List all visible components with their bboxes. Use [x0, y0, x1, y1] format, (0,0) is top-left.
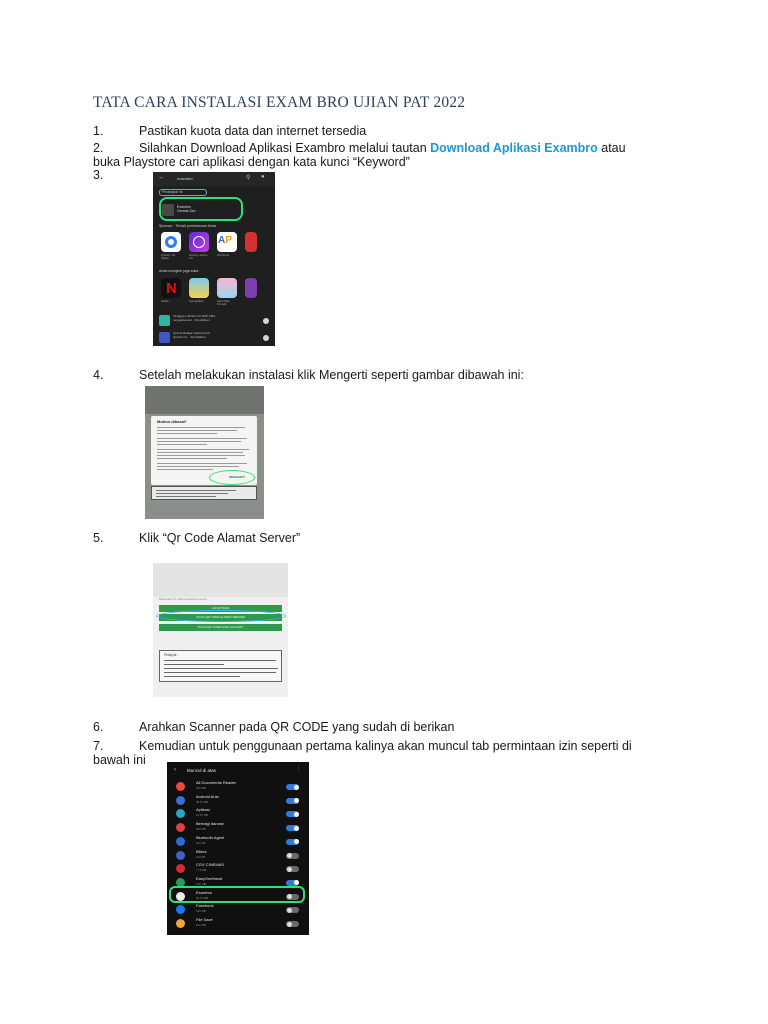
background-panel — [151, 486, 257, 500]
app-name: Facebook — [196, 903, 214, 909]
hello-kitty-app-icon — [217, 278, 237, 298]
app-name: CGV CINEMAS — [196, 862, 225, 868]
dialog-text-line — [157, 455, 245, 456]
step-number: 4. — [93, 368, 104, 382]
quizizz-app-icon — [161, 232, 181, 252]
list-app-meta: Quizlet Inc. · Pendidikan — [173, 334, 206, 339]
app-size: 107 KB — [196, 840, 206, 845]
permission-toggle[interactable] — [286, 866, 299, 872]
app-size: 220 MB — [196, 786, 206, 790]
list-app-1 — [173, 315, 259, 322]
dialog-text-line — [157, 452, 243, 453]
step-text: Kemudian untuk penggunaan pertama kalinya akan muncul tab permintaan izin seperti di — [139, 739, 632, 753]
dialog-text-line — [157, 441, 241, 442]
list-app-icon-1 — [159, 315, 170, 326]
aiz-prime-app-icon: AP — [217, 232, 237, 252]
dialog-text-line — [157, 430, 237, 431]
netflix-app-icon: N — [161, 278, 181, 298]
partial-app-icon-2 — [245, 278, 257, 298]
permission-toggle[interactable] — [286, 880, 299, 886]
permission-toggle[interactable] — [286, 811, 299, 817]
search-icon: ⚲ — [246, 175, 251, 181]
step-text: Klik “Qr Code Alamat Server” — [139, 531, 301, 545]
text-line — [156, 490, 236, 491]
permission-row[interactable] — [167, 821, 309, 835]
app-size: 2.87 MB — [196, 881, 207, 886]
note-line — [164, 676, 240, 677]
app-name: All Documents Reader — [196, 780, 237, 785]
app-name: Exambro — [177, 205, 192, 209]
app-size: 77.0 MB — [196, 868, 207, 873]
app-name: Bitera — [196, 848, 207, 854]
permission-row[interactable] — [167, 807, 309, 821]
text-line — [156, 493, 228, 494]
app-name: Berbagi darurat — [196, 821, 224, 827]
app-name: Aplikasi — [196, 807, 210, 813]
step-number: 2. — [93, 141, 104, 155]
back-arrow-icon: ← — [158, 174, 165, 181]
server-screenshot — [153, 563, 288, 697]
highlight-circle — [169, 886, 305, 903]
text-line — [156, 496, 216, 497]
step-number: 6. — [93, 720, 104, 734]
app-size: 132 KB — [196, 854, 206, 859]
dialog-text-line — [157, 427, 245, 428]
app-icon — [176, 809, 185, 818]
app-name: Android Auto — [196, 793, 219, 799]
step-text-after: atau — [597, 141, 626, 155]
dim-background — [145, 386, 264, 414]
permission-row[interactable] — [167, 835, 309, 849]
search-bar — [153, 172, 275, 186]
note-title: Petunjuk : — [164, 653, 179, 657]
list-app-2 — [173, 332, 259, 339]
note-line — [164, 668, 278, 669]
scan-qr-gallery-button[interactable]: SCAN QR CODE DARI GALLERY — [159, 624, 282, 631]
spongebob-app-icon — [189, 278, 209, 298]
permission-toggle[interactable] — [286, 798, 299, 804]
mic-icon: ● — [261, 174, 265, 180]
filter-chip: Perangkat ini — [159, 189, 207, 196]
permission-toggle[interactable] — [286, 839, 299, 845]
permission-row[interactable] — [167, 903, 309, 917]
sponsor-app-name-3: Aiz Prime — [217, 253, 229, 257]
sponsor-app-name-1: Quizizz: Ke Space — [161, 253, 176, 261]
permission-row[interactable] — [167, 849, 309, 863]
step-number: 1. — [93, 124, 104, 138]
list-app-name: Tanggap e-Broker ID SMP SMK — [173, 314, 216, 318]
dialog-text-line — [157, 433, 217, 434]
mengerti-button[interactable]: MENGERTI — [229, 475, 245, 479]
permission-row[interactable] — [167, 917, 309, 931]
playstore-screenshot — [153, 172, 275, 346]
note-line — [164, 660, 276, 661]
app-icon — [176, 919, 185, 928]
step-text: Silahkan Download Aplikasi Exambro melalui tautan — [139, 141, 431, 155]
header-image — [153, 563, 288, 597]
step-number: 7. — [93, 739, 104, 753]
back-arrow-icon: ‹ — [174, 767, 176, 773]
app-icon — [176, 905, 185, 914]
app-name: Exambro — [196, 889, 213, 895]
partial-app-icon — [245, 232, 257, 252]
highlight-oval — [156, 610, 286, 622]
app-size: 108 MB — [196, 827, 206, 832]
other-app-name-1: Netflix — [161, 299, 169, 303]
instructions-box — [159, 650, 282, 682]
section-sponsor: Sponsor · Terkait penelusuran Anda — [159, 224, 217, 228]
step-2-continuation: buka Playstore cari aplikasi dengan kata kunci “Keyword” — [93, 155, 410, 169]
highlight-circle — [159, 197, 243, 221]
app-size: 48.07 MB — [196, 799, 208, 804]
app-icon — [176, 796, 185, 805]
dialog-text-line — [157, 466, 239, 467]
dialog-screenshot — [145, 386, 264, 519]
permission-row[interactable] — [167, 794, 309, 808]
lanjutkan-button[interactable]: LANJUTKAN — [159, 605, 282, 612]
dialog-text-line — [157, 463, 247, 464]
step-text: Setelah melakukan instalasi klik Mengerti seperti gambar dibawah ini: — [139, 368, 524, 382]
step-4 — [93, 368, 683, 382]
step-1 — [93, 124, 683, 138]
step-7 — [93, 739, 683, 753]
section-other: Anda mungkin juga suka — [159, 269, 199, 273]
dialog-text-line — [157, 438, 247, 439]
permission-toggle[interactable] — [286, 784, 299, 790]
dialog-text-line — [157, 458, 227, 459]
scan-qr-server-button[interactable]: SCAN QR CODE ALAMAT SERVER — [159, 614, 282, 621]
app-icon — [176, 851, 185, 860]
dialog-text-line — [157, 444, 207, 445]
app-name: EasyOneHand — [196, 875, 223, 881]
app-icon — [176, 823, 185, 832]
download-exambro-link[interactable]: Download Aplikasi Exambro — [430, 141, 598, 155]
step-number: 5. — [93, 531, 104, 545]
step-2 — [93, 141, 683, 155]
app-size: 640 MB — [196, 909, 206, 914]
search-text: exambro — [177, 176, 193, 181]
dialog-text-line — [157, 469, 213, 470]
app-icon — [176, 782, 185, 791]
list-app-name: Quizlet Belajar Flashcard AI — [173, 331, 211, 335]
app-name: File Save — [196, 917, 213, 922]
highlight-circle — [209, 470, 255, 485]
app-name: Bluetooth Agent — [196, 834, 225, 840]
note-line — [164, 664, 224, 665]
permission-toggle[interactable] — [286, 907, 299, 913]
other-app-name-3: Hello Kitty Friends — [217, 299, 230, 307]
step-7-continuation: bawah ini — [93, 753, 146, 767]
arcanyx-app-icon — [189, 232, 209, 252]
ip-label: Masukkan IP address/alamat server — [159, 597, 207, 601]
permission-toggle[interactable] — [286, 921, 299, 927]
list-app-icon-2 — [159, 332, 170, 343]
sponsor-app-name-2: Arcanyx Anime Art — [189, 253, 208, 261]
dialog-title: Mohon dibaca!! — [157, 419, 187, 424]
step-number: 3. — [93, 168, 104, 182]
permission-screenshot — [167, 762, 309, 935]
permission-title: Muncul di atas — [187, 768, 217, 773]
step-text: Pastikan kuota data dan internet tersedia — [139, 124, 367, 138]
more-options-icon: ⋮ — [296, 767, 301, 773]
list-app-meta: ranggalsoeteri · Pendidikan — [173, 317, 210, 322]
permission-row[interactable] — [167, 862, 309, 876]
dialog-text-line — [157, 449, 249, 450]
list-app-download-icon — [263, 318, 269, 324]
app-size: 14.57 MB — [196, 813, 208, 818]
app-icon — [176, 864, 185, 873]
permission-toggle[interactable] — [286, 825, 299, 831]
app-icon — [176, 837, 185, 846]
list-app-download-icon — [263, 335, 269, 341]
step-5 — [93, 531, 683, 545]
app-size: 92.70 MB — [196, 895, 208, 900]
document-title: TATA CARA INSTALASI EXAM BRO UJIAN PAT 2022 — [93, 94, 466, 111]
app-developer: Cerana Dev — [177, 209, 196, 213]
app-size: 162 MB — [196, 923, 206, 927]
permission-row[interactable] — [167, 780, 309, 794]
step-6 — [93, 720, 683, 734]
other-app-name-2: SpongeBob — [189, 299, 204, 303]
permission-toggle[interactable] — [286, 853, 299, 859]
note-line — [164, 672, 276, 673]
step-text: Arahkan Scanner pada QR CODE yang sudah di berikan — [139, 720, 455, 734]
permission-header — [167, 762, 309, 780]
